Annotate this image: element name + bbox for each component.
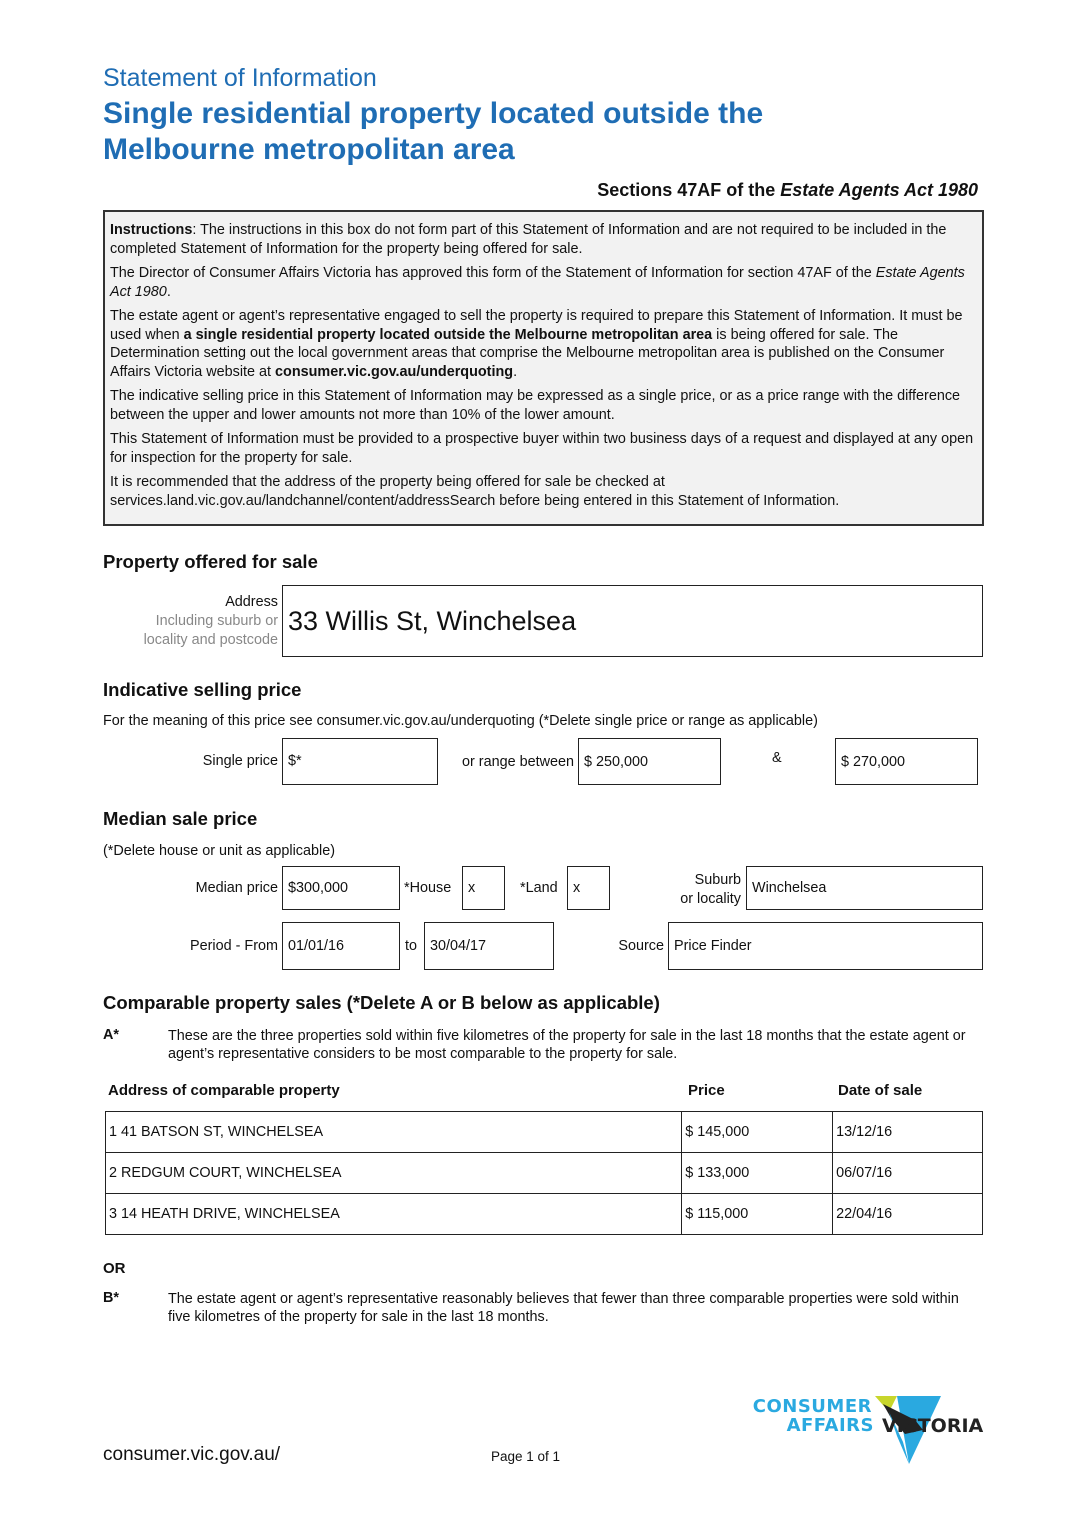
act-name: Estate Agents Act 1980 [780, 180, 978, 200]
median-price-field[interactable] [282, 866, 400, 910]
address-value: 33 Willis St, Winchelsea [288, 605, 577, 636]
logo-consumer: CONSUMER [752, 1396, 872, 1417]
form-title-line1: Single residential property located outside the [103, 97, 764, 130]
footer-website[interactable]: consumer.vic.gov.au/ [103, 1444, 281, 1465]
table-row [106, 1194, 983, 1235]
suburb-label-line2: or locality [680, 891, 741, 907]
range-low-field[interactable] [578, 738, 721, 785]
comp-date[interactable]: 22/04/16 [833, 1194, 983, 1235]
suburb-field[interactable] [746, 866, 983, 910]
or-separator: OR [103, 1260, 126, 1277]
period-from-field[interactable] [282, 922, 400, 970]
option-a-text: These are the three properties sold within five kilometres of the property for sale in the last 18 months that the estate agent or agent’s representative considers to be most comparable to the property for sale. [168, 1028, 966, 1062]
instructions-box [103, 210, 984, 526]
comp-price[interactable]: $ 133,000 [682, 1153, 833, 1194]
form-subtitle: Statement of Information [103, 64, 377, 92]
median-note: (*Delete house or unit as applicable) [103, 843, 335, 859]
instructions-label: Instructions [110, 222, 193, 238]
house-label: *House [404, 880, 452, 896]
comparable-heading: Comparable property sales (*Delete A or B below as applicable) [103, 992, 660, 1013]
comparable-sales-table [105, 1111, 983, 1235]
range-high-field[interactable] [835, 738, 978, 785]
source-value: Price Finder [674, 938, 752, 954]
comp-address[interactable]: 3 14 HEATH DRIVE, WINCHELSEA [106, 1194, 682, 1235]
col-date-header: Date of sale [838, 1082, 923, 1099]
instructions-p2-act: Estate Agents Act 1980 [110, 265, 965, 300]
period-to-label: to [405, 938, 418, 954]
suburb-label [640, 871, 741, 909]
instructions-p1-text: : The instructions in this box do not form part of this Statement of Information and are not required to be included in the completed Statement of Information for the property being offered for sale. [110, 222, 947, 257]
instructions-p2-end: . [166, 283, 171, 300]
instructions-p6: It is recommended that the address of the property being offered for sale be checked at services.land.vic.gov.au/landchannel/content/addressSearch before being entered in this Statement of Information. [110, 474, 840, 509]
suburb-label-line1: Suburb [694, 872, 741, 888]
address-label-group [110, 593, 278, 650]
land-field[interactable] [567, 866, 610, 910]
table-row [106, 1153, 983, 1194]
address-hint-1: Including suburb or [155, 613, 278, 629]
instructions-p4: The indicative selling price in this Statement of Information may be expressed as a single price, or as a price range with the difference between the upper and lower amounts not more than 10% of the lower amount. [110, 388, 961, 423]
legislation-reference [597, 180, 978, 201]
comp-price[interactable]: $ 145,000 [682, 1112, 833, 1153]
table-row [106, 1112, 983, 1153]
comp-price[interactable]: $ 115,000 [682, 1194, 833, 1235]
range-low-value: $ 250,000 [584, 753, 649, 770]
suburb-value: Winchelsea [752, 880, 827, 896]
instructions-p3-a: The estate agent or agent’s representative engaged to sell the property is required to prepare this Statement of Information. It must be used when [110, 308, 963, 343]
house-value: x [468, 880, 476, 896]
address-label: Address [225, 594, 278, 610]
comp-address[interactable]: 1 41 BATSON ST, WINCHELSEA [106, 1112, 682, 1153]
instructions-p5: This Statement of Information must be provided to a prospective buyer within two business days of a request and displayed at any open for inspection for the property for sale. [110, 431, 974, 466]
comp-address[interactable]: 2 REDGUM COURT, WINCHELSEA [106, 1153, 682, 1194]
median-price-label: Median price [195, 880, 278, 896]
period-to-value: 30/04/17 [430, 938, 487, 954]
instructions-p2-text: The Director of Consumer Affairs Victoria has approved this form of the Statement of Information for section 47AF of the [110, 265, 876, 281]
instructions-p1 [110, 221, 976, 258]
underquoting-link[interactable]: consumer.vic.gov.au/underquoting [275, 363, 514, 380]
range-label: or range between [461, 754, 574, 770]
single-price-value: $* [288, 753, 302, 769]
instructions-p3 [110, 307, 976, 381]
range-high-value: $ 270,000 [841, 753, 906, 770]
page-number: Page 1 of 1 [491, 1449, 561, 1464]
land-label: *Land [520, 880, 558, 896]
indicative-heading: Indicative selling price [103, 679, 302, 700]
option-a-marker: A* [103, 1027, 119, 1043]
option-b-marker: B* [103, 1290, 119, 1306]
option-b-text: The estate agent or agent’s representative reasonably believes that fewer than three comparable properties were sold within five kilometres of the property for sale in the last 18 months. [168, 1291, 959, 1325]
land-value: x [573, 880, 581, 896]
source-field[interactable] [668, 922, 983, 970]
comp-date[interactable]: 13/12/16 [833, 1112, 983, 1153]
address-hint-2: locality and postcode [143, 632, 278, 648]
single-price-field[interactable] [282, 738, 438, 785]
form-title [103, 96, 903, 168]
instructions-p2 [110, 264, 976, 301]
period-to-field[interactable] [424, 922, 554, 970]
period-from-label: Period - From [190, 938, 278, 954]
instructions-p3-bold: a single residential property located outside the Melbourne metropolitan area [183, 326, 713, 343]
property-heading: Property offered for sale [103, 551, 318, 572]
comp-date[interactable]: 06/07/16 [833, 1153, 983, 1194]
range-ampersand: & [772, 750, 782, 766]
col-address-header: Address of comparable property [108, 1082, 340, 1099]
logo-affairs: AFFAIRS [786, 1415, 874, 1436]
source-label: Source [618, 938, 664, 954]
form-title-line2: Melbourne metropolitan area [103, 133, 515, 166]
logo-victoria: VICTORIA [882, 1415, 984, 1437]
house-field[interactable] [462, 866, 505, 910]
sections-prefix: Sections 47AF of the [597, 180, 781, 200]
address-field[interactable] [282, 585, 983, 657]
instructions-p3-end: . [513, 363, 518, 380]
indicative-note: For the meaning of this price see consumer.vic.gov.au/underquoting (*Delete single price or range as applicable) [103, 713, 818, 729]
median-heading: Median sale price [103, 808, 258, 829]
period-from-value: 01/01/16 [288, 938, 345, 954]
median-price-value: $300,000 [288, 880, 349, 896]
col-price-header: Price [688, 1082, 725, 1099]
instructions-p3-b: is being offered for sale. The Determination setting out the local government areas that comprise the Melbourne metropolitan area is published on the Consumer Affairs Victoria website at [110, 326, 945, 380]
single-price-label: Single price [202, 753, 278, 769]
